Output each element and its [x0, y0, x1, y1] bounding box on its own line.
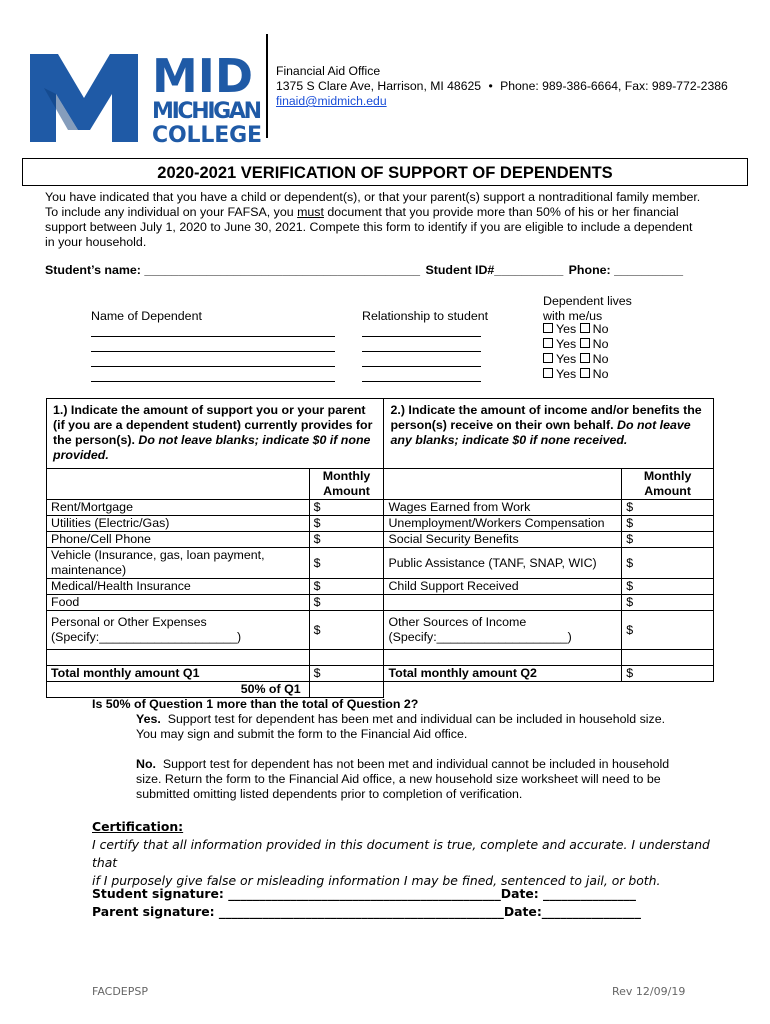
q2-amount-input[interactable]: $ — [622, 500, 714, 516]
q2-amount-input[interactable]: $ — [622, 532, 714, 548]
lives-with-options: Yes No — [543, 337, 609, 351]
student-phone-field[interactable]: Phone: __________ — [568, 263, 684, 277]
yes-checkbox[interactable] — [543, 368, 553, 378]
student-id-field[interactable]: Student ID#__________ — [425, 263, 564, 277]
q1-row-label: Phone/Cell Phone — [47, 532, 310, 548]
q2-amount-header: Monthly Amount — [622, 469, 714, 500]
support-table — [46, 398, 714, 698]
student-name-field[interactable]: Student’s name: ________________________________________ — [45, 263, 421, 277]
relationship-input[interactable] — [362, 336, 481, 337]
q1-amount-input[interactable]: $ — [309, 579, 384, 595]
intro-line: To include any individual on your FAFSA, you must document that you provide more than 50% of his or her financial — [45, 205, 679, 219]
logo-text-michigan: MICHIGAN — [152, 99, 262, 124]
relationship-input[interactable] — [362, 366, 481, 367]
relationship-input[interactable] — [362, 381, 481, 382]
table-row — [47, 532, 714, 548]
logo-text-mid: MID — [152, 49, 254, 103]
q1-amount-input[interactable]: $ — [309, 516, 384, 532]
bullet: • — [488, 79, 493, 93]
office-contact — [276, 79, 728, 94]
certification-heading: Certification: — [92, 819, 184, 834]
office-email-link[interactable]: finaid@midmich.edu — [276, 94, 387, 108]
q2-row-label: Unemployment/Workers Compensation — [384, 516, 622, 532]
dependent-name-input[interactable] — [91, 336, 335, 337]
no-checkbox[interactable] — [580, 323, 590, 333]
q2-total-label: Total monthly amount Q2 — [384, 666, 622, 682]
intro-line: in your household. — [45, 235, 147, 249]
q2-amount-input[interactable]: $ — [622, 548, 714, 579]
no-checkbox[interactable] — [580, 338, 590, 348]
q2-total-input[interactable]: $ — [622, 666, 714, 682]
q1-amount-input[interactable]: $ — [309, 595, 384, 611]
q1-row-label: Personal or Other Expenses (Specify:____________________) — [47, 611, 310, 650]
form-code: FACDEPSP — [92, 985, 148, 998]
emphasis-must: must — [297, 205, 324, 219]
no-checkbox[interactable] — [580, 368, 590, 378]
dependent-name-header: Name of Dependent — [91, 309, 202, 323]
q1-row-label: Food — [47, 595, 310, 611]
q2-row-label: Social Security Benefits — [384, 532, 622, 548]
office-info — [276, 64, 728, 109]
q2-row-label: Other Sources of Income (Specify:___________________) — [384, 611, 622, 650]
q1-row-label: Medical/Health Insurance — [47, 579, 310, 595]
parent-signature-line[interactable]: Parent signature: ______________________________________________Date:________________ — [92, 904, 641, 919]
certification — [92, 818, 732, 890]
dependent-name-input[interactable] — [91, 366, 335, 367]
q2-amount-input[interactable]: $ — [622, 579, 714, 595]
revision-date: Rev 12/09/19 — [612, 985, 686, 998]
q1-total-input[interactable]: $ — [309, 666, 384, 682]
certification-text: if I purposely give false or misleading information I may be fined, sentenced to jail, or both. — [92, 873, 661, 888]
lives-with-options: Yes No — [543, 367, 609, 381]
header-divider — [266, 34, 268, 138]
yes-checkbox[interactable] — [543, 338, 553, 348]
q1-amount-input[interactable]: $ — [309, 611, 384, 650]
q1-amount-input[interactable]: $ — [309, 500, 384, 516]
yes-checkbox[interactable] — [543, 323, 553, 333]
yes-checkbox[interactable] — [543, 353, 553, 363]
no-checkbox[interactable] — [580, 353, 590, 363]
q1-row-label: Vehicle (Insurance, gas, loan payment, maintenance) — [47, 548, 310, 579]
comparison-question: Is 50% of Question 1 more than the total of Question 2? — [92, 697, 419, 711]
table-row — [47, 579, 714, 595]
q2-row-label: Wages Earned from Work — [384, 500, 622, 516]
dependent-name-input[interactable] — [91, 381, 335, 382]
q2-amount-input[interactable]: $ — [622, 595, 714, 611]
q2-amount-input[interactable]: $ — [622, 516, 714, 532]
table-row — [47, 548, 714, 579]
form-title: 2020-2021 VERIFICATION OF SUPPORT OF DEPENDENTS — [22, 158, 748, 186]
mid-michigan-college-logo — [28, 48, 264, 144]
lives-with-options: Yes No — [543, 352, 609, 366]
q2-row-label: Child Support Received — [384, 579, 622, 595]
intro-line: You have indicated that you have a child or dependent(s), or that your parent(s) support a nontraditional family member. — [45, 190, 701, 204]
table-row — [47, 500, 714, 516]
q1-instructions: 1.) Indicate the amount of support you or your parent (if you are a dependent student) currently provides for the person(s). Do not leave blanks; indicate $0 if none provided. — [47, 399, 384, 469]
q1-row-label: Rent/Mortgage — [47, 500, 310, 516]
intro-text — [45, 190, 745, 250]
no-outcome: No. Support test for dependent has not been met and individual cannot be included in household size. Return the form to the Financial Aid office, a new household size worksheet will need to be submitted omitting listed dependents prior to completion of verification. — [136, 757, 670, 801]
table-row — [47, 595, 714, 611]
dependent-name-input[interactable] — [91, 351, 335, 352]
certification-text: I certify that all information provided in this document is true, complete and accurate. I understand that — [92, 837, 710, 870]
fifty-percent-row — [47, 682, 714, 698]
q2-row-label — [384, 595, 622, 611]
q1-amount-input[interactable]: $ — [309, 532, 384, 548]
q1-amount-input[interactable]: $ — [309, 548, 384, 579]
table-row — [47, 611, 714, 650]
logo-text-college: COLLEGE — [152, 123, 262, 144]
q2-amount-input[interactable]: $ — [622, 611, 714, 650]
lives-with-header: Dependent lives with me/us — [543, 294, 632, 323]
office-phone: Phone: 989-386-6664, Fax: 989-772-2386 — [500, 79, 728, 93]
student-signature-line[interactable]: Student signature: ____________________________________________Date: _______________ — [92, 886, 636, 901]
q1-row-label: Utilities (Electric/Gas) — [47, 516, 310, 532]
office-name: Financial Aid Office — [276, 64, 381, 78]
q1-fifty-label: 50% of Q1 — [47, 682, 310, 698]
relationship-input[interactable] — [362, 351, 481, 352]
q1-total-label: Total monthly amount Q1 — [47, 666, 310, 682]
q2-row-label: Public Assistance (TANF, SNAP, WIC) — [384, 548, 622, 579]
student-info-line — [45, 263, 683, 277]
q2-instructions: 2.) Indicate the amount of income and/or benefits the person(s) receive on their own behalf. Do not leave any blanks; indicate $0 if none received. — [384, 399, 714, 469]
office-address: 1375 S Clare Ave, Harrison, MI 48625 — [276, 79, 482, 93]
q1-amount-header: Monthly Amount — [309, 469, 384, 500]
q1-fifty-input[interactable] — [309, 682, 384, 698]
totals-row — [47, 666, 714, 682]
lives-with-options: Yes No — [543, 322, 609, 336]
relationship-header: Relationship to student — [362, 309, 489, 323]
yes-outcome: Yes. Support test for dependent has been met and individual can be included in household size. You may sign and submit the form to the Financial Aid office. — [136, 712, 666, 741]
table-row — [47, 516, 714, 532]
intro-line: support between July 1, 2020 to June 30, 2021. Compete this form to identify if you are eligible to include a dependent — [45, 220, 693, 234]
